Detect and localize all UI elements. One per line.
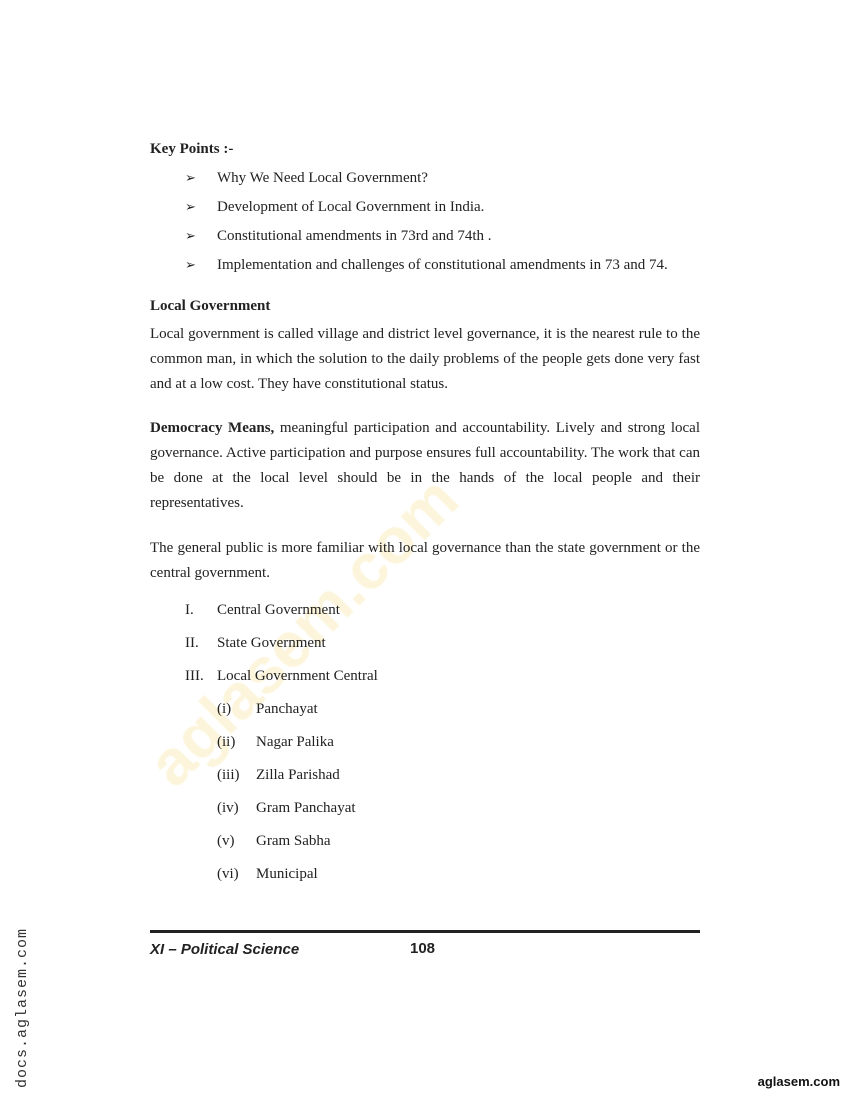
sub-level-item: (i) Panchayat xyxy=(217,701,318,717)
level-item: II. State Government xyxy=(185,635,326,651)
sub-level-item: (vi) Municipal xyxy=(217,866,318,882)
side-url: docs.aglasem.com xyxy=(14,927,31,1088)
page-number: 108 xyxy=(410,940,436,957)
footer-book-title: XI – Political Science xyxy=(150,941,300,958)
corner-url: aglasem.com xyxy=(757,1074,840,1089)
arrowhead-bullet-icon: ➢ xyxy=(185,229,196,244)
arrowhead-bullet-icon: ➢ xyxy=(185,258,196,273)
key-point-item: ➢ Development of Local Government in India. xyxy=(185,195,700,220)
arrowhead-bullet-icon: ➢ xyxy=(185,200,196,215)
sub-level-item: (ii) Nagar Palika xyxy=(217,734,334,750)
arrowhead-bullet-icon: ➢ xyxy=(185,171,196,186)
key-point-item: ➢ Implementation and challenges of constitutional amendments in 73 and 74. xyxy=(185,253,700,278)
key-point-item: ➢ Constitutional amendments in 73rd and 74th . xyxy=(185,224,700,249)
level-item: I. Central Government xyxy=(185,602,340,618)
level-item: III. Local Government Central xyxy=(185,668,378,684)
sub-level-item: (v) Gram Sabha xyxy=(217,833,331,849)
local-government-paragraph: Local government is called village and district level governance, it is the nearest rule to the common man, in which the solution to the daily problems of the people gets done very fast and at a low cost. They have constitutional status. xyxy=(150,326,700,392)
democracy-lead: Democracy Means, xyxy=(150,420,275,436)
democracy-text: meaningful participation and accountability. Lively and strong local governance. Active participation and purpose ensures full accountability. The work that can be done at the local level should be in the hands of the local people and their representatives. xyxy=(150,420,700,511)
key-points-heading: Key Points :- xyxy=(150,141,234,157)
page-content xyxy=(150,140,700,887)
footer-rule xyxy=(150,930,700,933)
local-government-heading: Local Government xyxy=(150,298,271,314)
general-public-paragraph: The general public is more familiar with local governance than the state government or the central government. xyxy=(150,540,700,581)
sub-level-item: (iii) Zilla Parishad xyxy=(217,767,340,783)
key-point-item: ➢ Why We Need Local Government? xyxy=(185,166,700,191)
sub-level-item: (iv) Gram Panchayat xyxy=(217,800,356,816)
democracy-paragraph xyxy=(150,416,700,516)
